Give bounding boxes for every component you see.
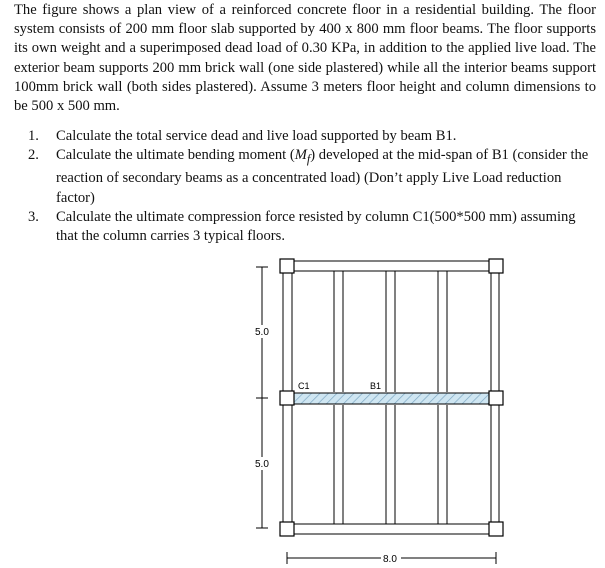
column-c1 <box>280 391 294 405</box>
question-text: Calculate the total service dead and live load supported by beam B1. <box>56 128 457 144</box>
moment-symbol-letter: M <box>294 147 307 164</box>
column <box>280 522 294 536</box>
problem-intro: The figure shows a plan view of a reinforced concrete floor in a residential building. The floor system consists of 200 mm floor slab supported by 400 x 800 mm floor beams. The floor supports its own weight and a superimposed dead load of 0.30 KPa, in addition to the applied live load. The exterior beam supports 200 mm brick wall (one side plastered) while all the interior beams support 100mm brick wall (both sides plastered). Assume 3 meters floor height and column dimensions to be 500 x 500 mm. <box>14 2 596 115</box>
vertical-dimension <box>254 267 271 528</box>
column <box>489 522 503 536</box>
column <box>280 259 294 273</box>
beam-b1 <box>292 393 491 404</box>
horizontal-dimension <box>287 552 496 565</box>
dimension-lower-label: 5.0 <box>255 459 269 470</box>
question-text-part: ) developed at the mid-span of B1 (consider the reaction of secondary beams as a concentrated load) (Don’t apply Live Load reduction factor) <box>56 147 589 206</box>
column-c1-label: C1 <box>298 381 310 391</box>
column <box>489 391 503 405</box>
column <box>489 259 503 273</box>
beam-b1-label: B1 <box>370 381 382 391</box>
question-number: 2. <box>28 147 39 164</box>
question-text-part: Calculate the ultimate bending moment ( <box>56 147 295 164</box>
moment-symbol-subscript: f <box>306 152 311 167</box>
question-number: 3. <box>28 208 39 225</box>
dimension-width-label: 8.0 <box>383 554 397 565</box>
question-number: 1. <box>28 128 39 144</box>
dimension-upper-label: 5.0 <box>255 327 269 338</box>
question-text: Calculate the ultimate compression force resisted by column C1(500*500 mm) assuming that the column carries 3 typical floors. <box>56 208 576 244</box>
